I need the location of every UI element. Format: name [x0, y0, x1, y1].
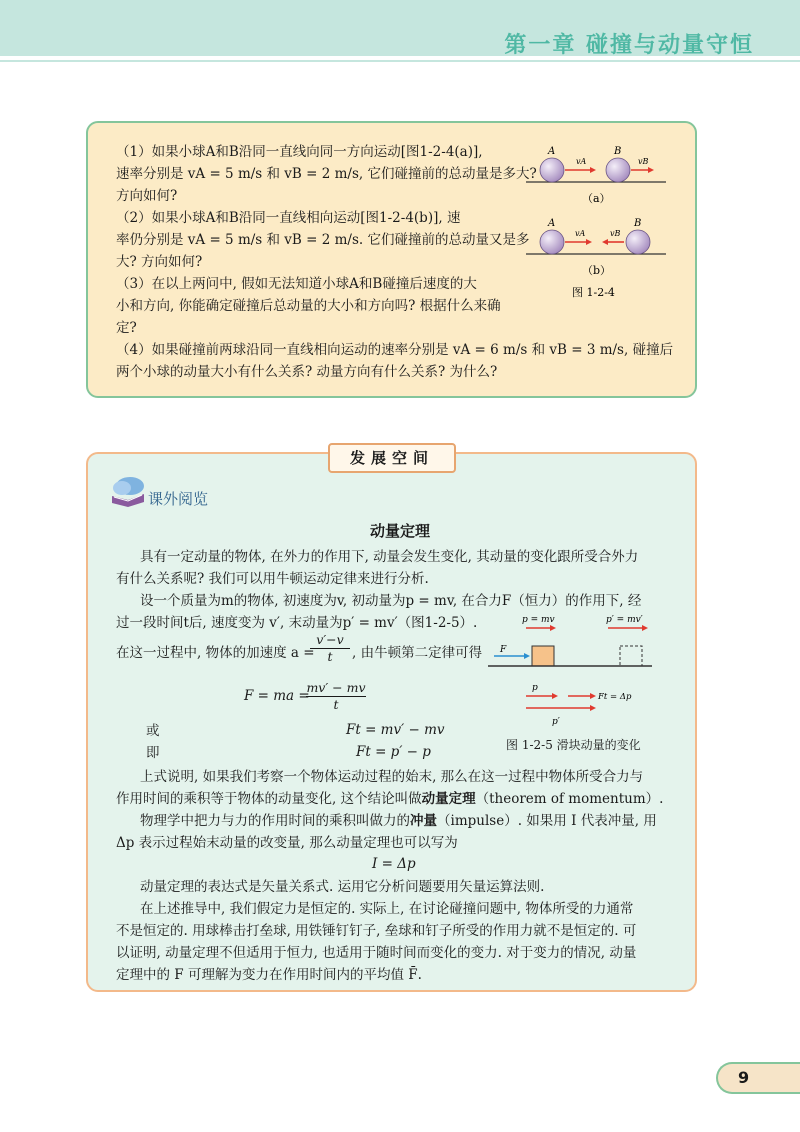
paragraph-3-tail: , 由牛顿第二定律可得: [352, 645, 483, 661]
label-vb-fig-b: vB: [610, 229, 621, 238]
label-p-top: p = mv: [522, 615, 555, 625]
question-4-line-2: 两个小球的动量大小有什么关系? 动量方向有什么关系? 为什么?: [116, 364, 498, 380]
arrow-va-head-fig-a: [590, 167, 596, 173]
paragraph-7-line-3: 以证明, 动量定理不但适用于恒力, 也适用于随时间而变化的变力. 对于变力的情况, 动量: [116, 945, 637, 961]
arrow-dp-ft-head: [590, 693, 596, 699]
arrow-force-head: [524, 653, 530, 659]
paragraph-1-line-1: 具有一定动量的物体, 在外力的作用下, 动量会发生变化, 其动量的变化跟所受合外力: [140, 549, 639, 565]
block-final: [620, 646, 642, 666]
paragraph-7-line-1: 在上述推导中, 我们假定力是恒定的. 实际上, 在讨论碰撞问题中, 物体所受的力通常: [140, 901, 634, 917]
question-1-line-1: （1）如果小球A和B沿同一直线向同一方向运动[图1-2-4(a)],: [116, 144, 483, 160]
ball-a-fig-b: [540, 230, 564, 254]
arrow-dp-p-head: [552, 693, 558, 699]
ball-a-fig-a: [540, 158, 564, 182]
fraction-acceleration: [310, 632, 350, 665]
page-number: 9: [738, 1068, 750, 1087]
label-a-fig-b: A: [548, 218, 556, 229]
figure-1-2-4-caption: 图 1-2-4: [572, 286, 615, 299]
label-vb-fig-a: vB: [638, 157, 649, 166]
paragraph-4-line-2a: 作用时间的乘积等于物体的动量变化, 这个结论叫做: [116, 791, 422, 807]
paragraph-5-line-1: [140, 810, 657, 832]
question-2-line-3: 大? 方向如何?: [116, 254, 203, 270]
book-icon: [108, 474, 148, 508]
question-3-line-1: （3）在以上两问中, 假如无法知道小球A和B碰撞后速度的大: [116, 276, 477, 292]
paragraph-2-line-2: 过一段时间t后, 速度变为 v′, 末动量为p′ = mv′（图1-2-5）.: [116, 615, 478, 631]
page-number-tab: [716, 1062, 800, 1094]
fraction-acceleration-numerator: v′−v: [310, 632, 350, 649]
label-force: F: [500, 645, 507, 655]
label-b-fig-b: B: [634, 218, 642, 229]
paragraph-5-line-1b: （impulse）. 如果用 I 代表冲量, 用: [437, 813, 657, 829]
ball-b-fig-b: [626, 230, 650, 254]
label-a-fig-a: A: [548, 146, 556, 157]
equation-1-fraction: [306, 680, 366, 713]
section-tab: 发展空间: [328, 443, 456, 473]
paragraph-2-line-1: 设一个质量为m的物体, 初速度为v, 初动量为p = mv, 在合力F（恒力）的作用下, 经: [140, 593, 642, 609]
label-va-fig-b: vA: [575, 229, 586, 238]
paragraph-6: 动量定理的表达式是矢量关系式. 运用它分析问题要用矢量运算法则.: [140, 879, 545, 895]
question-2-line-2: 率仍分别是 vA = 5 m/s 和 vB = 2 m/s. 它们碰撞前的总动量又是多: [116, 232, 530, 248]
caption-b: （b）: [582, 264, 612, 277]
equation-1-denominator: t: [333, 697, 339, 712]
article-title: 动量定理: [369, 522, 430, 540]
label-p2-top: p′ = mv′: [606, 615, 643, 625]
arrow-p2-top-head: [642, 625, 648, 631]
paragraph-5-line-2: Δp 表示过程始末动量的改变量, 那么动量定理也可以写为: [116, 835, 458, 851]
question-3-line-2: 小和方向, 你能确定碰撞后总动量的大小和方向吗? 根据什么来确: [116, 298, 501, 314]
figure-1-2-5: [486, 610, 656, 730]
label-dp-ft: Ft = Δp: [598, 692, 632, 702]
arrow-va-head-fig-b: [586, 239, 592, 245]
term-theorem-of-momentum: 动量定理: [421, 791, 476, 807]
paragraph-4-line-2: [116, 788, 663, 810]
equation-3: Ft = p′ − p: [356, 744, 431, 760]
fraction-acceleration-denominator: t: [327, 649, 333, 664]
label-dp-p: p: [532, 683, 538, 693]
label-va-fig-a: vA: [576, 157, 587, 166]
equation-4: I = Δp: [372, 856, 416, 872]
equation-1-numerator: mv′ − mv: [306, 680, 366, 695]
paragraph-1-line-2: 有什么关系呢? 我们可以用牛顿运动定律来进行分析.: [116, 571, 429, 587]
question-1-line-2: 速率分别是 vA = 5 m/s 和 vB = 2 m/s, 它们碰撞前的总动量是多大?: [116, 166, 537, 182]
figure-1-2-5-caption: 图 1-2-5 滑块动量的变化: [506, 738, 641, 752]
paragraph-7-line-4: 定理中的 F 可理解为变力在作用时间内的平均值 F̄.: [116, 967, 422, 983]
paragraph-4-line-1: 上式说明, 如果我们考察一个物体运动过程的始末, 那么在这一过程中物体所受合力与: [140, 769, 644, 785]
question-1-line-3: 方向如何?: [116, 188, 178, 204]
chapter-title: 第一章 碰撞与动量守恒: [504, 33, 754, 58]
word-or: 或: [146, 723, 160, 739]
question-2-line-1: （2）如果小球A和B沿同一直线相向运动[图1-2-4(b)], 速: [116, 210, 461, 226]
word-ie: 即: [146, 745, 160, 761]
paragraph-3-lead: 在这一过程中, 物体的加速度 a =: [116, 645, 315, 661]
arrow-vb-head-fig-a: [648, 167, 654, 173]
paragraph-7-line-2: 不是恒定的. 用球棒击打垒球, 用铁锤钉钉子, 垒球和钉子所受的作用力就不是恒定的. 可: [116, 923, 637, 939]
arrow-dp-p2-head: [590, 705, 596, 711]
reading-label: 课外阅览: [148, 490, 209, 508]
term-impulse: 冲量: [410, 813, 437, 829]
caption-a: （a）: [582, 192, 611, 205]
arrow-p-top-head: [550, 625, 556, 631]
block-initial: [532, 646, 554, 666]
ball-b-fig-a: [606, 158, 630, 182]
arrow-vb-head-fig-b: [602, 239, 608, 245]
label-b-fig-a: B: [614, 146, 622, 157]
question-4-line-1: （4）如果碰撞前两球沿同一直线相向运动的速率分别是 vA = 6 m/s 和 vB = 3 m/s, 碰撞后: [116, 342, 674, 358]
label-dp-p2: p′: [552, 717, 560, 727]
paragraph-5-line-1a: 物理学中把力与力的作用时间的乘积叫做力的: [140, 813, 410, 829]
paragraph-4-line-2b: （theorem of momentum）.: [475, 791, 664, 807]
equation-2: Ft = mv′ − mv: [346, 722, 445, 738]
figure-1-2-4: [520, 140, 680, 310]
equation-1-lhs: F = ma =: [244, 688, 310, 704]
question-3-line-3: 定?: [116, 320, 137, 336]
header-divider: [0, 60, 800, 62]
